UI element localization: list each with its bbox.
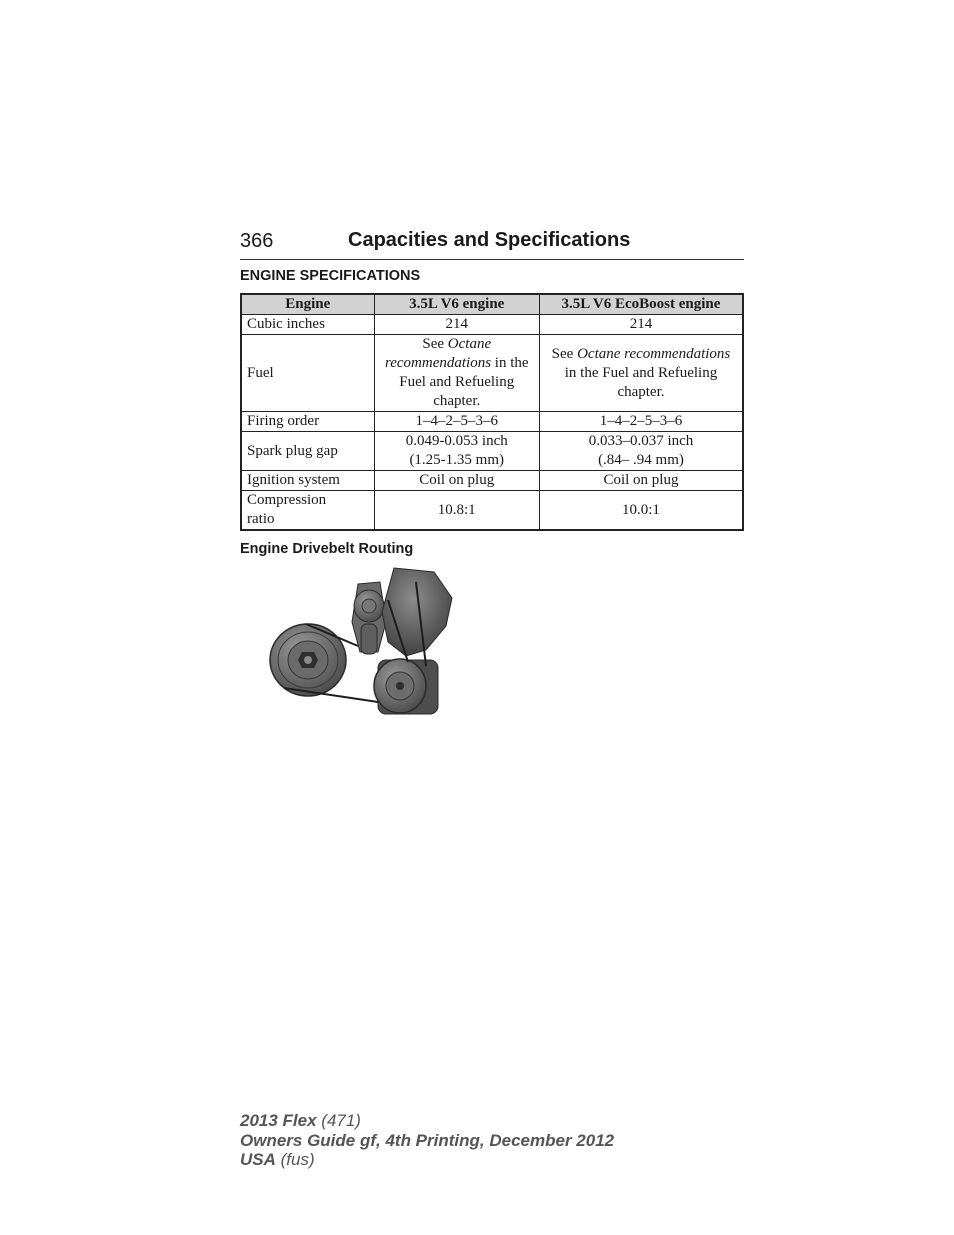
cell-text: See	[422, 336, 448, 352]
footer-market: USA	[240, 1150, 276, 1169]
table-cell: Coil on plug	[374, 471, 539, 491]
row-label: Ignition system	[241, 471, 374, 491]
drivebelt-subheading: Engine Drivebelt Routing	[240, 541, 414, 557]
footer-market-code: (fus)	[275, 1150, 315, 1169]
cell-text: See	[551, 345, 578, 362]
row-label	[241, 491, 374, 531]
table-row	[241, 471, 743, 491]
table-cell	[539, 432, 743, 471]
table-row	[241, 412, 743, 432]
column-header: Engine	[241, 294, 374, 315]
footer-line	[240, 1150, 614, 1170]
footer-guide-info: Owners Guide gf, 4th Printing, December 2012	[240, 1130, 615, 1150]
table-row	[241, 432, 743, 471]
cell-text: in the Fuel and Refueling chapter.	[399, 355, 529, 409]
row-label: Spark plug gap	[241, 432, 374, 471]
row-label: Fuel	[241, 335, 374, 412]
cell-text: (.84– .94 mm)	[598, 452, 684, 468]
page-header	[240, 228, 744, 260]
column-header: 3.5L V6 EcoBoost engine	[539, 294, 743, 315]
column-header: 3.5L V6 engine	[374, 294, 539, 315]
section-heading: ENGINE SPECIFICATIONS	[240, 268, 421, 284]
chapter-title: Capacities and Specifications	[348, 229, 631, 251]
cell-text: (1.25-1.35 mm)	[409, 452, 505, 468]
table-cell	[374, 335, 539, 412]
table-cell: 1–4–2–5–3–6	[374, 412, 539, 432]
cell-text-italic: Octane recommendations	[384, 336, 492, 371]
table-row	[241, 491, 743, 531]
table-cell: 214	[374, 315, 539, 335]
cell-text: ratio	[247, 511, 275, 527]
table-cell: 1–4–2–5–3–6	[539, 412, 743, 432]
drivebelt-routing-illustration	[266, 562, 466, 722]
table-cell: Coil on plug	[539, 471, 743, 491]
table-cell: 10.0:1	[539, 491, 743, 531]
row-label: Cubic inches	[241, 315, 374, 335]
cell-text: in the Fuel and Refueling chapter.	[564, 364, 718, 400]
table-header-row	[241, 294, 743, 315]
table-cell	[539, 335, 743, 412]
table-cell	[374, 432, 539, 471]
page-footer	[240, 1111, 614, 1170]
cell-text: Compression	[247, 492, 327, 508]
table-row	[241, 335, 743, 412]
cell-text: 0.049-0.053 inch	[405, 433, 508, 449]
footer-line	[240, 1111, 614, 1131]
table-row	[241, 315, 743, 335]
footer-model: 2013 Flex	[240, 1111, 317, 1130]
table-cell: 214	[539, 315, 743, 335]
cell-text-italic: Octane recommendations	[577, 345, 731, 362]
row-label: Firing order	[241, 412, 374, 432]
engine-specifications-table	[240, 293, 744, 531]
footer-code: (471)	[316, 1111, 361, 1130]
table-cell: 10.8:1	[374, 491, 539, 531]
cell-text: 0.033–0.037 inch	[588, 433, 694, 449]
page-number: 366	[240, 230, 274, 252]
